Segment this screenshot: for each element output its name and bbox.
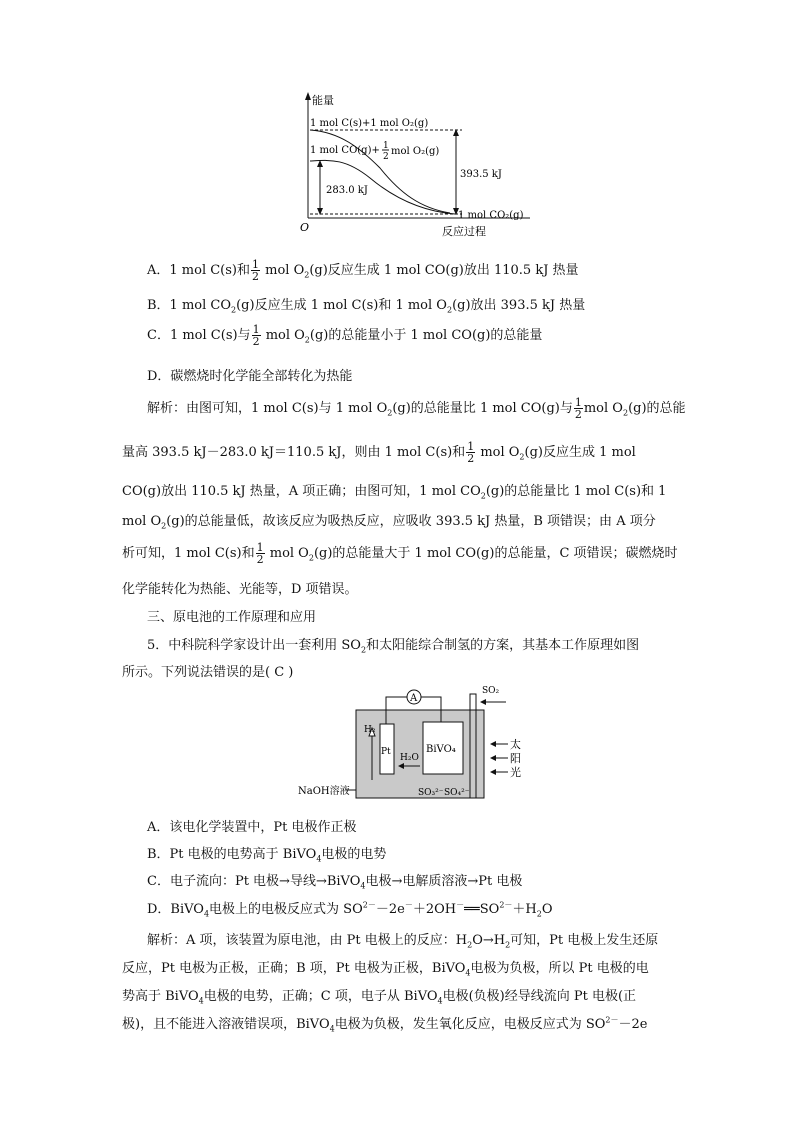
sun-label-3: 光 bbox=[510, 766, 521, 779]
origin-label: O bbox=[300, 221, 310, 234]
q4-option-b: B．1 mol $CO_2(g)$反应生成 1 mol C(s)和 1 mol $O_2(g)$放出 393.5 kJ 热量 bbox=[147, 298, 586, 315]
x-axis-label: 反应过程 bbox=[442, 225, 486, 238]
mid-frac-num: 1 bbox=[383, 141, 389, 151]
q4-option-d: D．碳燃烧时化学能全部转化为热能 bbox=[147, 369, 353, 384]
section-title: 三、原电池的工作原理和应用 bbox=[147, 610, 317, 625]
delta-small-label: 283.0 kJ bbox=[326, 185, 368, 196]
q5-option-c: C．电子流向：Pt 电极→导线→BiVO$_4$电极→电解质溶液→Pt 电极 bbox=[147, 874, 523, 891]
q4-analysis-line3: CO(g)放出 110.5 kJ 热量，A 项正确；由图可知，1 mol $CO_2(g)$的总能量比 1 mol C(s)和 1 bbox=[122, 484, 667, 501]
q5-stem-line2: 所示。下列说法错误的是( C ) bbox=[122, 665, 294, 680]
naoh-label: NaOH溶液 bbox=[298, 786, 350, 797]
pt-label: Pt bbox=[381, 747, 391, 757]
electrolysis-device-diagram bbox=[296, 682, 532, 806]
q5-option-d: D．BiVO$_4$电极上的电极反应式为 $SO^{2-}-2e^-+2OH^-══SO^{2-}+H_2O$ bbox=[147, 900, 553, 919]
y-axis-label: 能量 bbox=[312, 94, 334, 107]
delta-large-label: 393.5 kJ bbox=[460, 169, 502, 180]
bivo4-label: BiVO₄ bbox=[426, 744, 456, 755]
q4-analysis-line1: 解析：由图可知，1 mol C(s)与 1 mol $O_2(g)$的总能量比 1 mol CO(g)与 $\frac{1}{2}$ mol $O_2(g)$的总能 bbox=[147, 396, 686, 421]
so2-label: SO₂ bbox=[482, 686, 500, 696]
q5-option-b: B．Pt 电极的电势高于 BiVO$_4$电极的电势 bbox=[147, 847, 387, 864]
q4-option-c: C．1 mol C(s)与 $\frac{1}{2}$ mol $O_2(g)$的总能量小于 1 mol CO(g)的总能量 bbox=[147, 323, 543, 348]
q4-option-a: A．1 mol C(s)和 $\frac{1}{2}$ mol $O_2(g)$反应生成 1 mol CO(g)放出 110.5 kJ 热量 bbox=[147, 258, 579, 283]
q4-analysis-line6: 化学能转化为热能、光能等，D 项错误。 bbox=[122, 582, 358, 597]
bottom-level-label: 1 mol CO₂(g) bbox=[458, 210, 524, 221]
q5-analysis-line3: 势高于 BiVO$_4$电极的电势，正确；C 项，电子从 BiVO$_4$电极(负极)经导线流向 Pt 电极(正 bbox=[122, 989, 637, 1006]
q5-analysis-line1: 解析：A 项，该装置为原电池，由 Pt 电极上的反应：$H_2O\to H_2$可知，Pt 电极上发生还原 bbox=[147, 933, 659, 950]
so4-label: SO₄²⁻ bbox=[444, 788, 470, 798]
mid-level-label-b: mol O₂(g) bbox=[391, 146, 440, 157]
sun-label-1: 太 bbox=[510, 738, 521, 751]
q5-analysis-line4: 极)，且不能进入溶液错误项，BiVO$_4$电极为负极，发生氧化反应，电极反应式为 $SO^{2-}-2e$ bbox=[122, 1015, 648, 1034]
q5-analysis-line2: 反应，Pt 电极为正极，正确；B 项，Pt 电极为正极，BiVO$_4$电极为负极，所以 Pt 电极的电 bbox=[122, 961, 649, 978]
h2o-label: H₂O bbox=[400, 753, 419, 763]
q5-stem-line1: 5．中科院科学家设计出一套利用 $SO_2$和太阳能综合制氢的方案，其基本工作原理如图 bbox=[147, 638, 640, 655]
h2-label: H₂ bbox=[364, 725, 376, 735]
sun-label-2: 阳 bbox=[510, 752, 521, 765]
ammeter-label: A bbox=[410, 693, 418, 704]
mid-level-label: 1 mol CO(g)+ bbox=[310, 145, 380, 156]
top-level-label: 1 mol C(s)+1 mol O₂(g) bbox=[310, 118, 429, 129]
so3-label: SO₃²⁻ bbox=[418, 788, 444, 798]
q4-analysis-line4: mol $O_2(g)$的总能量低，故该反应为吸热反应，应吸收 393.5 kJ 热量，B 项错误；由 A 项分 bbox=[122, 514, 656, 531]
q4-analysis-line2: 量高 393.5 kJ－283.0 kJ＝110.5 kJ，则由 1 mol C(s)和 $\frac{1}{2}$ mol $O_2(g)$反应生成 1 mol bbox=[122, 440, 636, 465]
top-curve bbox=[310, 130, 450, 213]
q4-analysis-line5: 析可知，1 mol C(s)和 $\frac{1}{2}$ mol $O_2(g)$的总能量大于 1 mol CO(g)的总能量，C 项错误；碳燃烧时 bbox=[122, 541, 678, 566]
energy-diagram bbox=[270, 88, 530, 238]
q5-option-a: A．该电化学装置中，Pt 电极作正极 bbox=[147, 820, 357, 835]
mid-frac-den: 2 bbox=[383, 152, 389, 162]
